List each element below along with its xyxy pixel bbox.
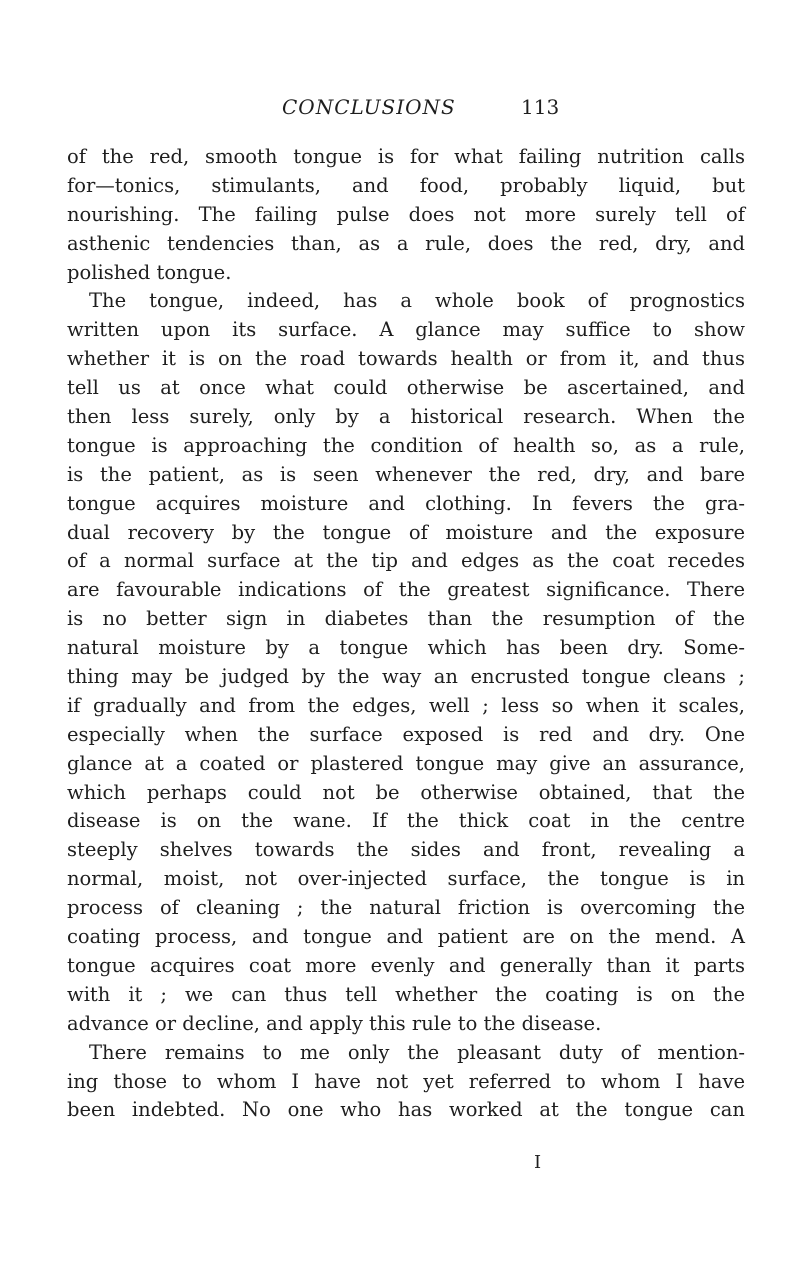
text-line: dual recovery by the tongue of moisture and the exposure bbox=[67, 520, 745, 544]
text-line: tell us at once what could otherwise be ascertained, and bbox=[67, 376, 745, 400]
text-line: nourishing. The failing pulse does not more surely tell of bbox=[67, 202, 745, 226]
text-line: disease is on the wane. If the thick coat in the centre bbox=[67, 809, 745, 833]
text-line: of a normal surface at the tip and edges as the coat recedes bbox=[67, 549, 745, 573]
text-line: if gradually and from the edges, well ; less so when it scales, bbox=[67, 693, 745, 717]
body-text bbox=[67, 143, 745, 1125]
text-line: whether it is on the road towards health or from it, and thus bbox=[67, 347, 745, 371]
running-head: CONCLUSIONS bbox=[282, 95, 456, 119]
text-line: is no better sign in diabetes than the resumption of the bbox=[67, 607, 745, 631]
text-line: with it ; we can thus tell whether the coating is on the bbox=[67, 982, 745, 1006]
text-line: are favourable indications of the greatest significance. There bbox=[67, 578, 745, 602]
text-line: steeply shelves towards the sides and front, revealing a bbox=[67, 838, 745, 862]
text-line: The tongue, indeed, has a whole book of prognostics bbox=[89, 289, 745, 313]
text-line: tongue acquires moisture and clothing. In fevers the gra- bbox=[67, 491, 745, 515]
text-line: then less surely, only by a historical research. When the bbox=[67, 405, 745, 429]
text-line: of the red, smooth tongue is for what failing nutrition calls bbox=[67, 145, 745, 168]
page-number: 113 bbox=[521, 95, 560, 119]
text-line: asthenic tendencies than, as a rule, does the red, dry, and bbox=[67, 231, 745, 255]
text-line: thing may be judged by the way an encrusted tongue cleans ; bbox=[67, 665, 745, 689]
text-line: advance or decline, and apply this rule to the disease. bbox=[67, 1011, 602, 1035]
text-line: which perhaps could not be otherwise obtained, that the bbox=[67, 780, 745, 804]
text-line: especially when the surface exposed is red and dry. One bbox=[67, 722, 745, 746]
text-line: been indebted. No one who has worked at the tongue can bbox=[67, 1098, 745, 1122]
text-line: There remains to me only the pleasant duty of mention- bbox=[89, 1040, 745, 1064]
text-line: is the patient, as is seen whenever the red, dry, and bare bbox=[67, 462, 745, 486]
text-line: glance at a coated or plastered tongue may give an assurance, bbox=[67, 751, 745, 775]
text-line: coating process, and tongue and patient are on the mend. A bbox=[67, 925, 745, 949]
text-line: tongue is approaching the condition of health so, as a rule, bbox=[67, 433, 745, 457]
text-line: natural moisture by a tongue which has been dry. Some- bbox=[67, 636, 745, 660]
text-line: written upon its surface. A glance may suffice to show bbox=[67, 318, 745, 342]
page-header bbox=[0, 95, 801, 127]
text-line: for—tonics, stimulants, and food, probably liquid, but bbox=[67, 173, 745, 197]
text-line: polished tongue. bbox=[67, 260, 232, 284]
text-line: tongue acquires coat more evenly and generally than it parts bbox=[67, 953, 745, 977]
text-line: ing those to whom I have not yet referred to whom I have bbox=[67, 1069, 745, 1093]
signature-mark: I bbox=[534, 1152, 542, 1173]
text-line: process of cleaning ; the natural friction is overcoming the bbox=[67, 896, 745, 920]
text-line: normal, moist, not over-injected surface, the tongue is in bbox=[67, 867, 745, 891]
